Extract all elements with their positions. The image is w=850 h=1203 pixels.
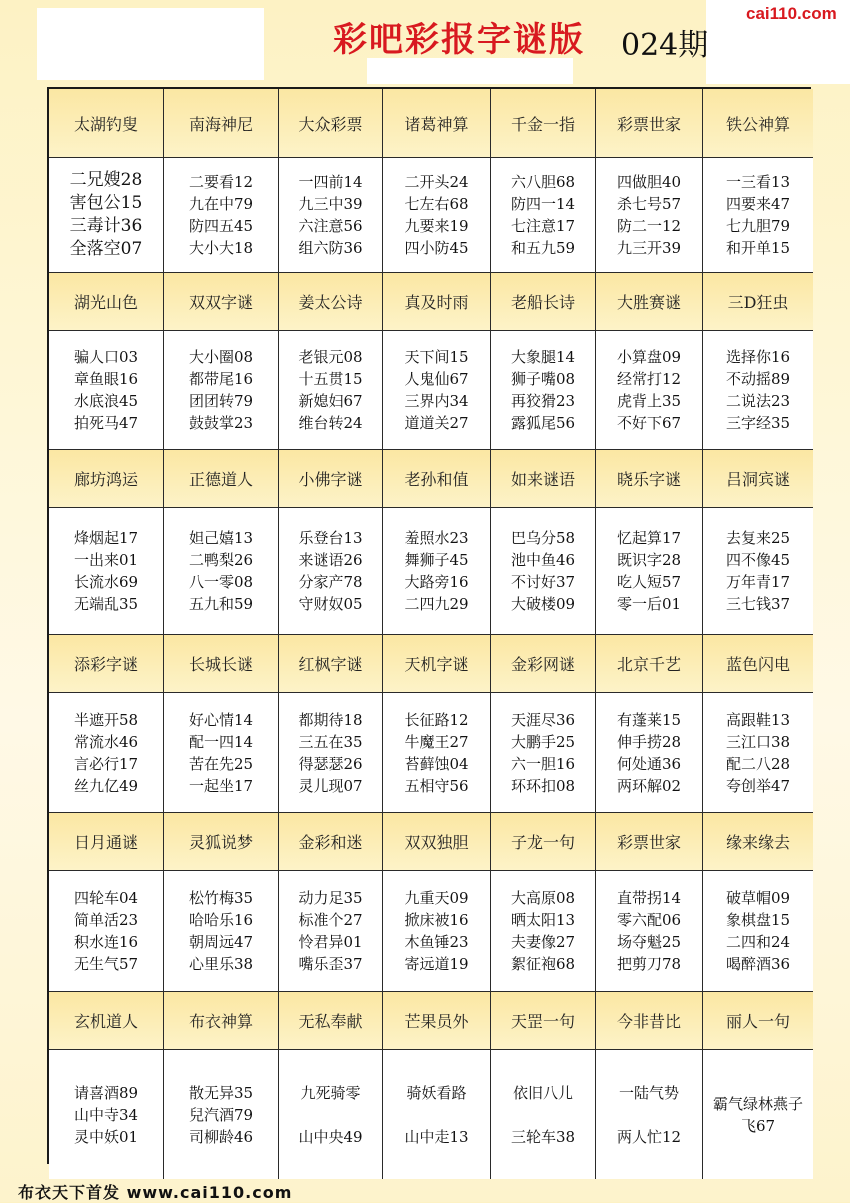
column-header: 太湖钓叟 (49, 89, 164, 158)
column-header: 双双独胆 (383, 813, 491, 871)
riddle-line: 嘴乐歪37 (298, 955, 363, 973)
riddle-lines (726, 527, 790, 615)
riddle-cell (596, 1050, 703, 1179)
riddle-lines (511, 171, 575, 259)
riddle-line: 狮子嘴08 (510, 370, 576, 388)
riddle-line: 不好下67 (616, 414, 682, 432)
riddle-lines (298, 171, 362, 259)
column-header: 正德道人 (164, 450, 279, 508)
riddle-line: 水底浪45 (73, 392, 139, 410)
riddle-table (47, 87, 811, 1164)
riddle-line: 三七钱37 (725, 595, 791, 613)
column-header: 无私奉献 (279, 992, 383, 1050)
riddle-line: 六八胆68 (510, 173, 576, 191)
riddle-line: 飞67 (740, 1116, 776, 1135)
column-header: 添彩字谜 (49, 635, 164, 693)
riddle-line: 露狐尾56 (510, 414, 576, 432)
riddle-lines (511, 1071, 575, 1159)
riddle-line: 灵中妖01 (73, 1127, 139, 1146)
column-header: 天机字谜 (383, 635, 491, 693)
riddle-line: 十五贯15 (298, 370, 363, 388)
riddle-line: 分家产78 (298, 573, 363, 591)
column-header: 芒果员外 (383, 992, 491, 1050)
riddle-line: 霸气绿林燕子 (712, 1094, 803, 1113)
riddle-line: 组六防36 (298, 239, 363, 257)
riddle-lines (189, 887, 253, 975)
riddle-line: 言必行17 (73, 754, 139, 773)
riddle-line: 夸创举47 (725, 776, 791, 795)
riddle-lines (189, 527, 253, 615)
riddle-line: 七左右68 (404, 195, 469, 213)
riddle-line: 四不像45 (725, 551, 791, 569)
riddle-line: 三五在35 (298, 732, 363, 751)
riddle-line: 得瑟瑟26 (298, 754, 363, 773)
riddle-line: 害包公15 (69, 193, 143, 213)
riddle-line: 全落空07 (69, 239, 143, 259)
riddle-cell (383, 331, 491, 450)
riddle-line: 依旧八儿 (512, 1083, 573, 1102)
riddle-cell (383, 1050, 491, 1179)
column-header: 缘来缘去 (703, 813, 813, 871)
column-header: 天罡一句 (491, 992, 596, 1050)
riddle-cell (596, 508, 703, 635)
riddle-lines (298, 709, 362, 797)
riddle-cell (596, 693, 703, 813)
riddle-line: 羞照水23 (404, 529, 469, 547)
riddle-line: 守财奴05 (298, 595, 363, 613)
riddle-line: 大象腿14 (510, 348, 576, 366)
riddle-line: 烽烟起17 (73, 529, 139, 547)
riddle-line: 夫妻像27 (510, 933, 576, 951)
riddle-cell (49, 331, 164, 450)
riddle-line: 标准个27 (298, 911, 363, 929)
riddle-line: 一出来01 (73, 551, 139, 569)
riddle-line: 九三开39 (616, 239, 682, 257)
riddle-cell (49, 158, 164, 273)
riddle-line: 团团转79 (188, 392, 254, 410)
riddle-line: 积水连16 (73, 933, 139, 951)
riddle-cell (491, 508, 596, 635)
riddle-lines (404, 346, 468, 434)
riddle-lines (298, 887, 362, 975)
riddle-cell (383, 158, 491, 273)
riddle-line: 骗人口03 (73, 348, 139, 366)
riddle-cell (49, 871, 164, 992)
riddle-line: 吃人短57 (616, 573, 682, 591)
column-header: 大胜赛谜 (596, 273, 703, 331)
column-header: 红枫字谜 (279, 635, 383, 693)
riddle-line: 司柳龄46 (188, 1127, 254, 1146)
riddle-line: 三轮车38 (510, 1127, 576, 1146)
riddle-lines (617, 1071, 681, 1159)
riddle-line: 场夺魁25 (616, 933, 682, 951)
riddle-line: 一三看13 (725, 173, 791, 191)
issue-number: 024期 (621, 28, 709, 63)
column-header: 今非昔比 (596, 992, 703, 1050)
riddle-cell (279, 331, 383, 450)
column-header: 彩票世家 (596, 89, 703, 158)
riddle-line: 二要看12 (188, 173, 254, 191)
column-header: 姜太公诗 (279, 273, 383, 331)
riddle-cell (491, 871, 596, 992)
riddle-lines (404, 709, 468, 797)
riddle-cell (279, 693, 383, 813)
riddle-line: 大鹏手25 (510, 732, 576, 751)
riddle-line: 经常打12 (616, 370, 682, 388)
column-header: 老孙和值 (383, 450, 491, 508)
riddle-line: 何处通36 (616, 754, 682, 773)
riddle-line: 丝九亿49 (73, 776, 139, 795)
column-header: 北京千艺 (596, 635, 703, 693)
riddle-line: 骑妖看路 (406, 1083, 467, 1102)
riddle-line: 防二一12 (616, 217, 682, 235)
column-header: 真及时雨 (383, 273, 491, 331)
blank-box-left (37, 8, 264, 80)
riddle-line: 灵儿现07 (298, 776, 363, 795)
riddle-line: 七注意17 (510, 217, 576, 235)
riddle-line: 防四一14 (510, 195, 576, 213)
column-header: 日月通谜 (49, 813, 164, 871)
riddle-line: 直带拐14 (616, 889, 682, 907)
riddle-cell (491, 331, 596, 450)
riddle-line: 一陆气势 (618, 1083, 679, 1102)
riddle-lines (511, 709, 575, 797)
column-header: 湖光山色 (49, 273, 164, 331)
riddle-cell (596, 158, 703, 273)
column-header: 千金一指 (491, 89, 596, 158)
riddle-lines (189, 1082, 253, 1148)
column-header: 蓝色闪电 (703, 635, 813, 693)
riddle-line: 防四五45 (188, 217, 254, 235)
riddle-line: 大小大18 (188, 239, 254, 257)
riddle-lines (726, 171, 790, 259)
column-header: 彩票世家 (596, 813, 703, 871)
riddle-lines (511, 527, 575, 615)
riddle-line: 六一胆16 (510, 754, 576, 773)
column-header: 双双字谜 (164, 273, 279, 331)
column-header: 铁公神算 (703, 89, 813, 158)
riddle-line: 长流水69 (73, 573, 139, 591)
riddle-line: 五相守56 (404, 776, 469, 795)
riddle-cell (596, 871, 703, 992)
riddle-line: 长征路12 (404, 710, 469, 729)
riddle-line: 二四九29 (404, 595, 469, 613)
riddle-line: 大小圈08 (188, 348, 254, 366)
riddle-line: 牛魔王27 (404, 732, 469, 751)
riddle-cell (164, 1050, 279, 1179)
riddle-line: 四轮车04 (73, 889, 139, 907)
riddle-line: 天下间15 (404, 348, 469, 366)
riddle-line: 三江口38 (725, 732, 791, 751)
riddle-line: 拍死马47 (73, 414, 139, 432)
riddle-lines (404, 887, 468, 975)
riddle-line: 舞狮子45 (404, 551, 469, 569)
riddle-line: 老银元08 (298, 348, 363, 366)
riddle-line: 一起坐17 (188, 776, 254, 795)
column-header: 老船长诗 (491, 273, 596, 331)
riddle-lines (74, 527, 138, 615)
riddle-cell (491, 158, 596, 273)
riddle-line: 人鬼仙67 (404, 370, 469, 388)
riddle-cell (279, 508, 383, 635)
riddle-line: 心里乐38 (188, 955, 254, 973)
riddle-line: 鼓鼓掌23 (188, 414, 254, 432)
riddle-lines (70, 169, 143, 261)
riddle-lines (404, 171, 468, 259)
riddle-line: 四做胆40 (616, 173, 682, 191)
riddle-line: 章鱼眼16 (73, 370, 139, 388)
riddle-line: 配一四14 (188, 732, 254, 751)
riddle-line: 万年青17 (725, 573, 791, 591)
column-header: 小佛字谜 (279, 450, 383, 508)
riddle-line: 动力足35 (298, 889, 363, 907)
riddle-cell (703, 508, 813, 635)
riddle-line: 二四和24 (725, 933, 791, 951)
riddle-lines (404, 527, 468, 615)
riddle-line: 五九和59 (188, 595, 254, 613)
riddle-line: 九重天09 (404, 889, 469, 907)
riddle-line: 二鸭梨26 (188, 551, 254, 569)
column-header: 子龙一句 (491, 813, 596, 871)
riddle-line: 两环解02 (616, 776, 682, 795)
riddle-lines (298, 1071, 362, 1159)
column-header: 丽人一句 (703, 992, 813, 1050)
riddle-lines (617, 887, 681, 975)
riddle-lines (74, 709, 138, 797)
riddle-line: 伸手捞28 (616, 732, 682, 751)
riddle-line: 松竹梅35 (188, 889, 254, 907)
riddle-lines (74, 346, 138, 434)
riddle-line: 九要来19 (404, 217, 469, 235)
riddle-line: 掀床被16 (404, 911, 469, 929)
riddle-line: 一四前14 (298, 173, 363, 191)
riddle-line: 四要来47 (725, 195, 791, 213)
riddle-line: 简单活23 (73, 911, 139, 929)
riddle-line: 七九胆79 (725, 217, 791, 235)
riddle-line: 高跟鞋13 (725, 710, 791, 729)
riddle-lines (189, 346, 253, 434)
riddle-line: 朝周远47 (188, 933, 254, 951)
blank-box-center (367, 58, 573, 84)
column-header: 如来谜语 (491, 450, 596, 508)
riddle-cell (49, 1050, 164, 1179)
site-watermark: cai110.com (746, 4, 837, 23)
column-header: 布衣神算 (164, 992, 279, 1050)
riddle-line: 环环扣08 (510, 776, 576, 795)
riddle-cell (596, 331, 703, 450)
riddle-lines (617, 346, 681, 434)
riddle-cell (279, 871, 383, 992)
riddle-line: 山中走13 (404, 1127, 469, 1146)
riddle-line: 虎背上35 (616, 392, 682, 410)
column-header: 南海神尼 (164, 89, 279, 158)
column-header: 金彩和迷 (279, 813, 383, 871)
riddle-line: 妲己嬉13 (188, 529, 254, 547)
riddle-line: 杀七号57 (616, 195, 682, 213)
riddle-line: 山中寺34 (73, 1105, 139, 1124)
riddle-line: 无生气57 (73, 955, 139, 973)
riddle-lines (617, 171, 681, 259)
riddle-line: 道道关27 (404, 414, 469, 432)
riddle-line: 不动摇89 (725, 370, 791, 388)
riddle-line: 八一零08 (188, 573, 254, 591)
riddle-lines (404, 1071, 468, 1159)
riddle-line: 破草帽09 (725, 889, 791, 907)
riddle-lines (189, 709, 253, 797)
riddle-lines (189, 171, 253, 259)
riddle-line: 再狡猾23 (510, 392, 576, 410)
riddle-line: 哈哈乐16 (188, 911, 254, 929)
riddle-cell (164, 331, 279, 450)
riddle-line: 巴乌分58 (510, 529, 576, 547)
riddle-cell (703, 693, 813, 813)
riddle-line: 二兄嫂28 (69, 170, 143, 190)
riddle-line: 和开单15 (725, 239, 791, 257)
riddle-line: 三毒计36 (69, 216, 143, 236)
riddle-line: 和五九59 (510, 239, 576, 257)
riddle-line: 来谜语26 (298, 551, 363, 569)
riddle-cell (491, 693, 596, 813)
riddle-line: 选择你16 (725, 348, 791, 366)
riddle-line: 都期待18 (298, 710, 363, 729)
riddle-line: 喝醉酒36 (725, 955, 791, 973)
column-header: 廊坊鸿运 (49, 450, 164, 508)
column-header: 金彩网谜 (491, 635, 596, 693)
riddle-lines (74, 1082, 138, 1148)
riddle-line: 半遮开58 (73, 710, 139, 729)
riddle-line: 大路旁16 (404, 573, 469, 591)
riddle-cell (164, 508, 279, 635)
riddle-lines (617, 709, 681, 797)
riddle-line: 池中鱼46 (510, 551, 576, 569)
riddle-cell (491, 1050, 596, 1179)
column-header: 大众彩票 (279, 89, 383, 158)
column-header: 灵狐说梦 (164, 813, 279, 871)
riddle-lines (617, 527, 681, 615)
riddle-cell (383, 693, 491, 813)
riddle-line: 小算盘09 (616, 348, 682, 366)
riddle-line: 把剪刀78 (616, 955, 682, 973)
riddle-lines (511, 346, 575, 434)
riddle-line: 无端乱35 (73, 595, 139, 613)
riddle-line: 忆起算17 (616, 529, 682, 547)
riddle-lines (726, 887, 790, 975)
riddle-line: 两人忙12 (616, 1127, 682, 1146)
riddle-line: 兒汽酒79 (188, 1105, 254, 1124)
riddle-line: 好心情14 (188, 710, 254, 729)
riddle-line: 象棋盘15 (725, 911, 791, 929)
riddle-lines (726, 346, 790, 434)
riddle-line: 散无异35 (188, 1083, 254, 1102)
riddle-cell (164, 871, 279, 992)
riddle-line: 零六配06 (616, 911, 682, 929)
riddle-line: 大高原08 (510, 889, 576, 907)
riddle-cell (383, 871, 491, 992)
riddle-line: 都带尾16 (188, 370, 254, 388)
riddle-cell (279, 158, 383, 273)
riddle-line: 四小防45 (404, 239, 469, 257)
riddle-line: 九死骑零 (300, 1083, 361, 1102)
riddle-line: 既识字28 (616, 551, 682, 569)
riddle-line: 天涯尽36 (510, 710, 576, 729)
riddle-line: 寄远道19 (404, 955, 469, 973)
riddle-line: 大破楼09 (510, 595, 576, 613)
riddle-line: 九三中39 (298, 195, 363, 213)
riddle-line: 山中央49 (298, 1127, 363, 1146)
riddle-cell (703, 871, 813, 992)
riddle-line: 去复来25 (725, 529, 791, 547)
riddle-lines (298, 346, 362, 434)
column-header: 吕洞宾谜 (703, 450, 813, 508)
riddle-line: 二开头24 (404, 173, 469, 191)
riddle-cell (383, 508, 491, 635)
riddle-line: 怜君异01 (298, 933, 363, 951)
riddle-line: 九在中79 (188, 195, 254, 213)
riddle-line: 晒太阳13 (510, 911, 576, 929)
riddle-lines (713, 1093, 803, 1137)
riddle-lines (298, 527, 362, 615)
riddle-line: 絮征袍68 (510, 955, 576, 973)
riddle-line: 新媳妇67 (298, 392, 363, 410)
riddle-cell (703, 158, 813, 273)
riddle-lines (726, 709, 790, 797)
riddle-line: 常流水46 (73, 732, 139, 751)
riddle-line: 请喜酒89 (73, 1083, 139, 1102)
riddle-cell (49, 508, 164, 635)
riddle-line: 六注意56 (298, 217, 363, 235)
riddle-line: 乐登台13 (298, 529, 363, 547)
riddle-cell (164, 158, 279, 273)
column-header: 晓乐字谜 (596, 450, 703, 508)
column-header: 诸葛神算 (383, 89, 491, 158)
riddle-line: 零一后01 (616, 595, 682, 613)
riddle-line: 不讨好37 (510, 573, 576, 591)
column-header: 玄机道人 (49, 992, 164, 1050)
riddle-lines (74, 887, 138, 975)
riddle-cell (279, 1050, 383, 1179)
riddle-line: 二说法23 (725, 392, 791, 410)
riddle-cell (49, 693, 164, 813)
riddle-line: 配二八28 (725, 754, 791, 773)
column-header: 三D狂虫 (703, 273, 813, 331)
riddle-cell (703, 1050, 813, 1179)
footer-credit: 布衣天下首发 www.cai110.com (18, 1183, 293, 1202)
riddle-line: 苔藓蚀04 (404, 754, 469, 773)
page-title: 彩吧彩报字谜版 (333, 20, 585, 60)
riddle-lines (511, 887, 575, 975)
riddle-line: 苦在先25 (188, 754, 254, 773)
riddle-line: 三界内34 (404, 392, 469, 410)
riddle-cell (703, 331, 813, 450)
riddle-line: 三字经35 (725, 414, 791, 432)
riddle-line: 维台转24 (298, 414, 363, 432)
column-header: 长城长谜 (164, 635, 279, 693)
riddle-line: 木鱼锤23 (404, 933, 469, 951)
riddle-cell (164, 693, 279, 813)
riddle-line: 有蓬莱15 (616, 710, 682, 729)
